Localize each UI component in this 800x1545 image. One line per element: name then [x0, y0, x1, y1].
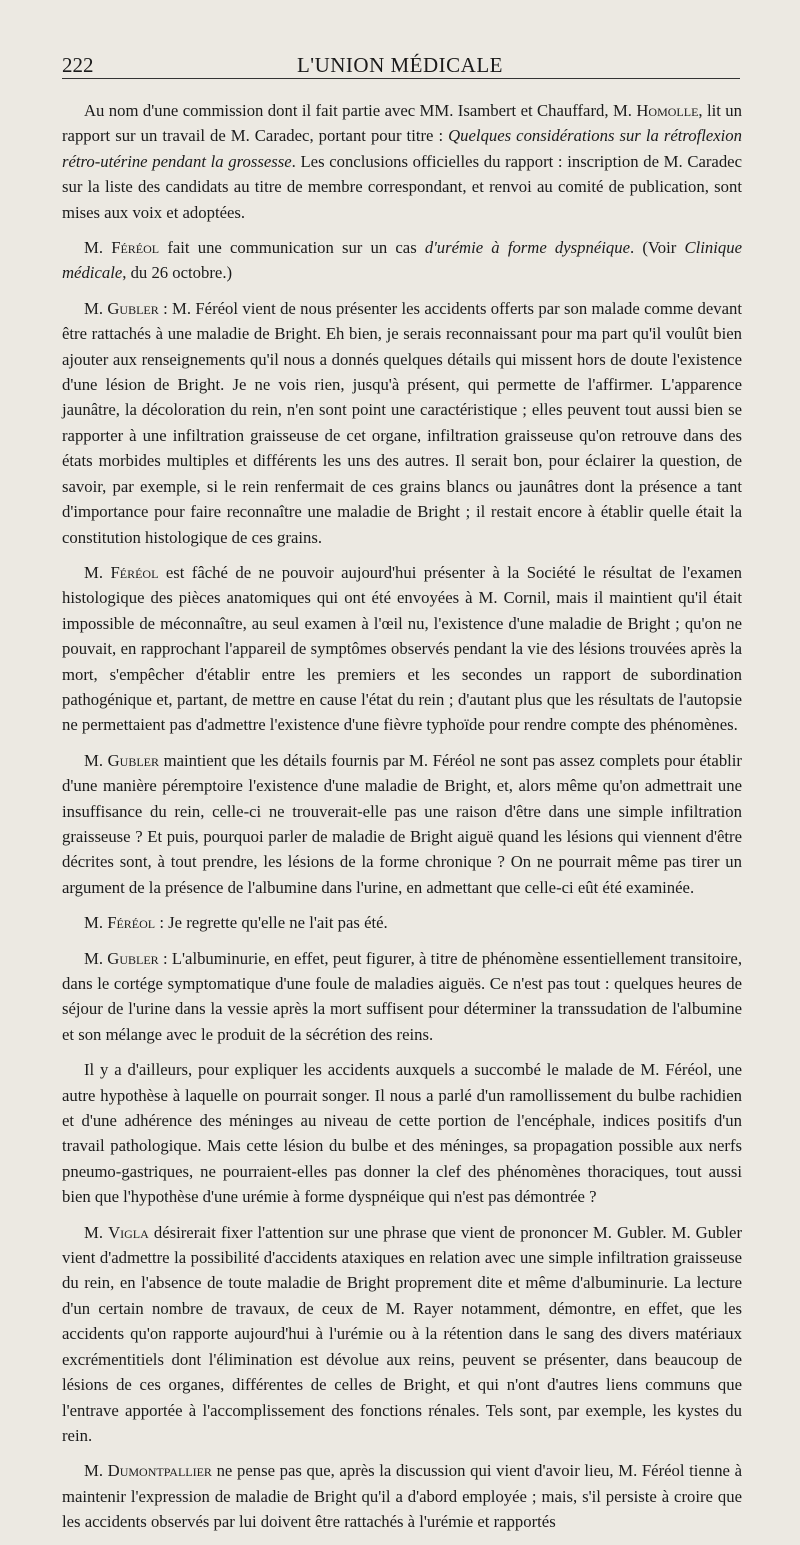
- paragraph-vigla: M. Vigla désirerait fixer l'attention sur une phrase que vient de prononcer M. Gubler. M. Gubler vient d'admettre la possibilité d'accidents ataxiques en relation avec une simple infiltration graisseuse du rein, en l'absence de toute maladie de Bright proprement dite et même d'albuminurie. La lecture d'un certain nombre de travaux, de ceux de M. Rayer notamment, démontre, en effet, que les accidents qu'on rapporte aujourd'hui à l'urémie ou à la rétention dans le sang des divers matériaux excrémentitiels dont l'élimination est dévolue aux reins, peuvent se présenter, dans beaucoup de lésions de ces organes, différentes de celles de Bright, et qui n'ont d'autres liens communs que l'entrave apportée à l'accomplissement des fonctions rénales. Tels sont, par exemple, les kystes du rein.: [62, 1222, 743, 1445]
- speaker-name: Gubler: [107, 298, 159, 318]
- report-title: Quelques considérations sur la rétroflexion rétro-utérine pendant la grossesse: [62, 126, 742, 171]
- page-header: [62, 54, 738, 76]
- speaker-name: Féréol: [110, 562, 159, 582]
- paragraph-fereol-communication: M. Féréol fait une communication sur un cas d'urémie à forme dyspnéique. (Voir Clinique médicale, du 26 octobre.): [62, 238, 742, 283]
- speaker-name: Gubler: [107, 750, 160, 770]
- running-title: L'UNION MÉDICALE: [296, 53, 503, 77]
- header-rule: [62, 78, 740, 79]
- paragraph-homolle-report: Au nom d'une commission dont il fait partie avec MM. Isambert et Chauffard, M. Homolle, lit un rapport sur un travail de M. Caradec, portant pour titre : Quelques considérations sur la rétroflexion rétro-utérine pendant la grossesse. Les conclusions officielles du rapport : inscription de M. Caradec sur la liste des candidats au titre de membre correspondant, et renvoi au comité de publication, sont mises aux voix et adoptées.: [62, 101, 742, 222]
- speaker-name: Gubler: [107, 948, 159, 968]
- page-body: [62, 98, 742, 1545]
- speaker-name: Homolle: [636, 101, 699, 120]
- paragraph-fereol-2: M. Féréol : Je regrette qu'elle ne l'ait pas été.: [84, 913, 388, 933]
- speaker-name: Dumontpallier: [107, 1461, 212, 1481]
- paragraph-gubler-1: M. Gubler : M. Féréol vient de nous présenter les accidents offerts par son malade comme devant être rattachés à une maladie de Bright. Eh bien, je serais reconnaissant pour ma part qu'il voulût bien ajouter aux renseignements qu'il nous a donnés quelques détails qui missent hors de doute l'existence d'une lésion de Bright. Je ne vois rien, jusqu'à présent, qui permette de l'affirmer. L'apparence jaunâtre, la décoloration du rein, n'en sont point une caractéristique ; elles peuvent tout aussi bien se rapporter à une infiltration graisseuse de cet organe, infiltration graisseuse qu'on retrouve dans des états morbides multiples et différents les uns des autres. Il serait bon, pour éclairer la question, de savoir, par exemple, si le rein renfermait de ces grains blancs ou jaunâtres dont la présence a tant d'importance pour faire reconnaître une maladie de Bright ; il restait encore à établir quelle était la constitution histologique de ces grains.: [62, 298, 742, 547]
- paragraph-gubler-3: M. Gubler : L'albuminurie, en effet, peut figurer, à titre de phénomène essentiellement transitoire, dans le cortége symptomatique d'une foule de maladies aiguës. Ce n'est pas tout : quelques heures de séjour de l'urine dans la vessie après la mort suffisent pour déterminer la transsudation de l'albumine et son mélange avec le produit de la sécrétion des reins.: [62, 948, 742, 1044]
- speaker-name: Féréol: [111, 238, 160, 258]
- page-number: 222: [62, 53, 94, 77]
- paragraph-dumontpallier: M. Dumontpallier ne pense pas que, après la discussion qui vient d'avoir lieu, M. Féréol tienne à maintenir l'expression de maladie de Bright qu'il a d'abord employée ; mais, s'il persiste à croire que les accidents observés par lui doivent être rattachés à l'urémie et rapportés: [62, 1461, 742, 1532]
- speaker-name: Féréol: [107, 913, 156, 933]
- paragraph-gubler-4: Il y a d'ailleurs, pour expliquer les accidents auxquels a succombé le malade de M. Féréol, une autre hypothèse à laquelle on pourrait songer. Il nous a parlé d'un ramollissement du bulbe rachidien et d'une adhérence des méninges au niveau de cette portion de l'encéphale, indices positifs d'un travail pathologique. Mais cette lésion du bulbe et des méninges, sa propagation possible aux nerfs pneumo-gastriques, ne pourraient-elles pas donner la clef des phénomènes thoraciques, tout aussi bien que l'hypothèse d'une urémie à forme dyspnéique qui n'est pas démontrée ?: [62, 1060, 742, 1207]
- paragraph-gubler-2: M. Gubler maintient que les détails fournis par M. Féréol ne sont pas assez complets pour établir d'une manière péremptoire l'existence d'une maladie de Bright, et, alors même qu'on admettrait une insuffisance du rein, celle-ci ne trouverait-elle pas une raison d'être dans une simple infiltration graisseuse ? Et puis, pourquoi parler de maladie de Bright aiguë quand les lésions qui viennent d'être décrites sont, à tout prendre, les lésions de la forme chronique ? On ne pourrait même pas tirer un argument de la présence de l'albumine dans l'urine, en admettant que celle-ci eût été examinée.: [62, 750, 742, 897]
- speaker-name: Vigla: [108, 1222, 149, 1242]
- paragraph-fereol-1: M. Féréol est fâché de ne pouvoir aujourd'hui présenter à la Société le résultat de l'examen histologique des pièces anatomiques qui ont été envoyées à M. Cornil, mais il maintient qu'il était impossible de méconnaître, au seul examen à l'œil nu, l'existence d'une maladie de Bright ; qu'on ne pouvait, en rapprochant l'appareil de symptômes observés pendant la vie des lésions trouvées après la mort, s'empêcher d'établir entre les premiers et les secondes un rapport de subordination pathogénique et, partant, de mettre en cause l'état du rein ; d'autant plus que les résultats de l'autopsie ne permettaient pas d'admettre l'existence d'une fièvre typhoïde pour rendre compte des phénomènes.: [62, 562, 742, 735]
